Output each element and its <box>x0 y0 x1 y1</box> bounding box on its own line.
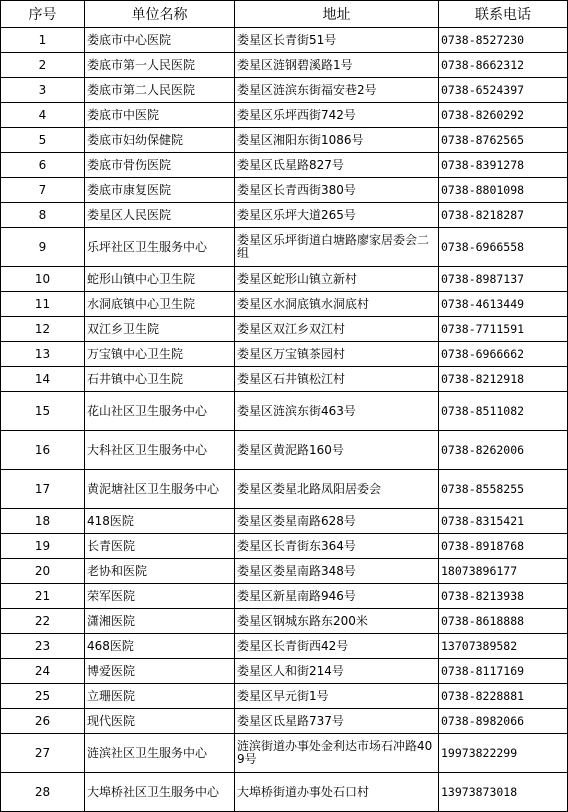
cell-address: 娄星区涟滨东街463号 <box>235 392 439 431</box>
table-row <box>1 53 568 78</box>
cell-index: 3 <box>1 78 85 103</box>
cell-unit-name: 长青医院 <box>85 534 235 559</box>
cell-unit-name: 娄底市中心医院 <box>85 28 235 53</box>
cell-unit-name: 潇湘医院 <box>85 609 235 634</box>
cell-unit-name: 娄底市第二人民医院 <box>85 78 235 103</box>
cell-address: 娄星区蛇形山镇立新村 <box>235 267 439 292</box>
cell-phone: 0738-6524397 <box>439 78 568 103</box>
table-row <box>1 431 568 470</box>
cell-index: 11 <box>1 292 85 317</box>
cell-index: 6 <box>1 153 85 178</box>
cell-address: 娄星区新星南路946号 <box>235 584 439 609</box>
cell-address: 娄星区长青街东364号 <box>235 534 439 559</box>
table-row <box>1 228 568 267</box>
cell-index: 1 <box>1 28 85 53</box>
table-row <box>1 128 568 153</box>
table-row <box>1 509 568 534</box>
cell-phone: 0738-8218287 <box>439 203 568 228</box>
cell-phone: 0738-8982066 <box>439 709 568 734</box>
cell-index: 9 <box>1 228 85 267</box>
cell-unit-name: 娄底市妇幼保健院 <box>85 128 235 153</box>
cell-phone: 0738-8918768 <box>439 534 568 559</box>
cell-unit-name: 石井镇中心卫生院 <box>85 367 235 392</box>
cell-index: 18 <box>1 509 85 534</box>
cell-phone: 0738-8391278 <box>439 153 568 178</box>
cell-phone: 13973873018 <box>439 773 568 812</box>
cell-index: 16 <box>1 431 85 470</box>
cell-index: 10 <box>1 267 85 292</box>
cell-index: 24 <box>1 659 85 684</box>
cell-address: 娄星区涟钢碧溪路1号 <box>235 53 439 78</box>
cell-phone: 0738-8662312 <box>439 53 568 78</box>
cell-index: 27 <box>1 734 85 773</box>
cell-unit-name: 立珊医院 <box>85 684 235 709</box>
table-row <box>1 28 568 53</box>
table-row <box>1 470 568 509</box>
cell-phone: 0738-8618888 <box>439 609 568 634</box>
cell-unit-name: 娄底市康复医院 <box>85 178 235 203</box>
cell-index: 28 <box>1 773 85 812</box>
column-header-name: 单位名称 <box>85 1 235 28</box>
cell-phone: 0738-6966558 <box>439 228 568 267</box>
cell-index: 19 <box>1 534 85 559</box>
cell-phone: 0738-8228881 <box>439 684 568 709</box>
cell-phone: 0738-8801098 <box>439 178 568 203</box>
table-row <box>1 709 568 734</box>
cell-index: 15 <box>1 392 85 431</box>
table-row <box>1 773 568 812</box>
cell-unit-name: 万宝镇中心卫生院 <box>85 342 235 367</box>
cell-address: 娄星区水洞底镇水洞底村 <box>235 292 439 317</box>
cell-unit-name: 黄泥塘社区卫生服务中心 <box>85 470 235 509</box>
table-row <box>1 317 568 342</box>
cell-unit-name: 大科社区卫生服务中心 <box>85 431 235 470</box>
cell-phone: 18073896177 <box>439 559 568 584</box>
cell-unit-name: 娄底市第一人民医院 <box>85 53 235 78</box>
cell-phone: 0738-8117169 <box>439 659 568 684</box>
cell-phone: 0738-4613449 <box>439 292 568 317</box>
cell-phone: 0738-7711591 <box>439 317 568 342</box>
cell-unit-name: 娄星区人民医院 <box>85 203 235 228</box>
table-body <box>1 28 568 812</box>
cell-unit-name: 现代医院 <box>85 709 235 734</box>
table-row <box>1 292 568 317</box>
header-row <box>1 1 568 28</box>
cell-unit-name: 荣军医院 <box>85 584 235 609</box>
cell-address: 大埠桥街道办事处石口村 <box>235 773 439 812</box>
cell-phone: 0738-8558255 <box>439 470 568 509</box>
cell-address: 娄星区石井镇松江村 <box>235 367 439 392</box>
column-header-phone: 联系电话 <box>439 1 568 28</box>
table-row <box>1 103 568 128</box>
cell-address: 娄星区长青街西42号 <box>235 634 439 659</box>
cell-phone: 0738-8212918 <box>439 367 568 392</box>
cell-address: 娄星区人和街214号 <box>235 659 439 684</box>
cell-address: 娄星区黄泥路160号 <box>235 431 439 470</box>
table-row <box>1 78 568 103</box>
cell-index: 4 <box>1 103 85 128</box>
column-header-address: 地址 <box>235 1 439 28</box>
cell-index: 8 <box>1 203 85 228</box>
cell-index: 17 <box>1 470 85 509</box>
table-row <box>1 392 568 431</box>
cell-unit-name: 涟滨社区卫生服务中心 <box>85 734 235 773</box>
cell-phone: 0738-8260292 <box>439 103 568 128</box>
cell-index: 22 <box>1 609 85 634</box>
cell-phone: 0738-8762565 <box>439 128 568 153</box>
table-row <box>1 634 568 659</box>
cell-index: 25 <box>1 684 85 709</box>
cell-unit-name: 博爱医院 <box>85 659 235 684</box>
column-header-index: 序号 <box>1 1 85 28</box>
cell-phone: 0738-8987137 <box>439 267 568 292</box>
cell-index: 5 <box>1 128 85 153</box>
table-row <box>1 342 568 367</box>
cell-address: 涟滨街道办事处金利达市场石冲路409号 <box>235 734 439 773</box>
cell-address: 娄星区乐坪西街742号 <box>235 103 439 128</box>
cell-phone: 0738-8262006 <box>439 431 568 470</box>
cell-index: 21 <box>1 584 85 609</box>
cell-unit-name: 水洞底镇中心卫生院 <box>85 292 235 317</box>
cell-address: 娄星区氐星路827号 <box>235 153 439 178</box>
table-row <box>1 367 568 392</box>
cell-unit-name: 娄底市骨伤医院 <box>85 153 235 178</box>
cell-unit-name: 418医院 <box>85 509 235 534</box>
cell-unit-name: 花山社区卫生服务中心 <box>85 392 235 431</box>
cell-unit-name: 双江乡卫生院 <box>85 317 235 342</box>
cell-index: 14 <box>1 367 85 392</box>
cell-address: 娄星区钢城东路东200米 <box>235 609 439 634</box>
cell-index: 23 <box>1 634 85 659</box>
cell-address: 娄星区乐坪大道265号 <box>235 203 439 228</box>
table-row <box>1 684 568 709</box>
cell-phone: 0738-6966662 <box>439 342 568 367</box>
cell-address: 娄星区万宝镇茶园村 <box>235 342 439 367</box>
cell-unit-name: 老协和医院 <box>85 559 235 584</box>
cell-phone: 0738-8527230 <box>439 28 568 53</box>
cell-address: 娄星区长青西街380号 <box>235 178 439 203</box>
cell-phone: 19973822299 <box>439 734 568 773</box>
cell-index: 2 <box>1 53 85 78</box>
table-row <box>1 559 568 584</box>
cell-address: 娄星区娄星北路凤阳居委会 <box>235 470 439 509</box>
cell-phone: 0738-8511082 <box>439 392 568 431</box>
table-row <box>1 534 568 559</box>
table-row <box>1 659 568 684</box>
cell-unit-name: 大埠桥社区卫生服务中心 <box>85 773 235 812</box>
table-row <box>1 178 568 203</box>
cell-address: 娄星区长青街51号 <box>235 28 439 53</box>
cell-unit-name: 娄底市中医院 <box>85 103 235 128</box>
cell-index: 12 <box>1 317 85 342</box>
table-row <box>1 153 568 178</box>
table-row <box>1 267 568 292</box>
table-row <box>1 584 568 609</box>
cell-address: 娄星区早元街1号 <box>235 684 439 709</box>
cell-unit-name: 蛇形山镇中心卫生院 <box>85 267 235 292</box>
cell-address: 娄星区涟滨东街福安巷2号 <box>235 78 439 103</box>
cell-index: 7 <box>1 178 85 203</box>
table-row <box>1 203 568 228</box>
cell-address: 娄星区娄星南路348号 <box>235 559 439 584</box>
table-row <box>1 609 568 634</box>
cell-address: 娄星区双江乡双江村 <box>235 317 439 342</box>
cell-index: 13 <box>1 342 85 367</box>
cell-unit-name: 乐坪社区卫生服务中心 <box>85 228 235 267</box>
cell-phone: 13707389582 <box>439 634 568 659</box>
cell-address: 娄星区湘阳东街1086号 <box>235 128 439 153</box>
cell-unit-name: 468医院 <box>85 634 235 659</box>
cell-address: 娄星区氐星路737号 <box>235 709 439 734</box>
cell-index: 20 <box>1 559 85 584</box>
cell-address: 娄星区娄星南路628号 <box>235 509 439 534</box>
cell-phone: 0738-8315421 <box>439 509 568 534</box>
cell-index: 26 <box>1 709 85 734</box>
cell-phone: 0738-8213938 <box>439 584 568 609</box>
cell-address: 娄星区乐坪街道白塘路廖家居委会二组 <box>235 228 439 267</box>
table-row <box>1 734 568 773</box>
